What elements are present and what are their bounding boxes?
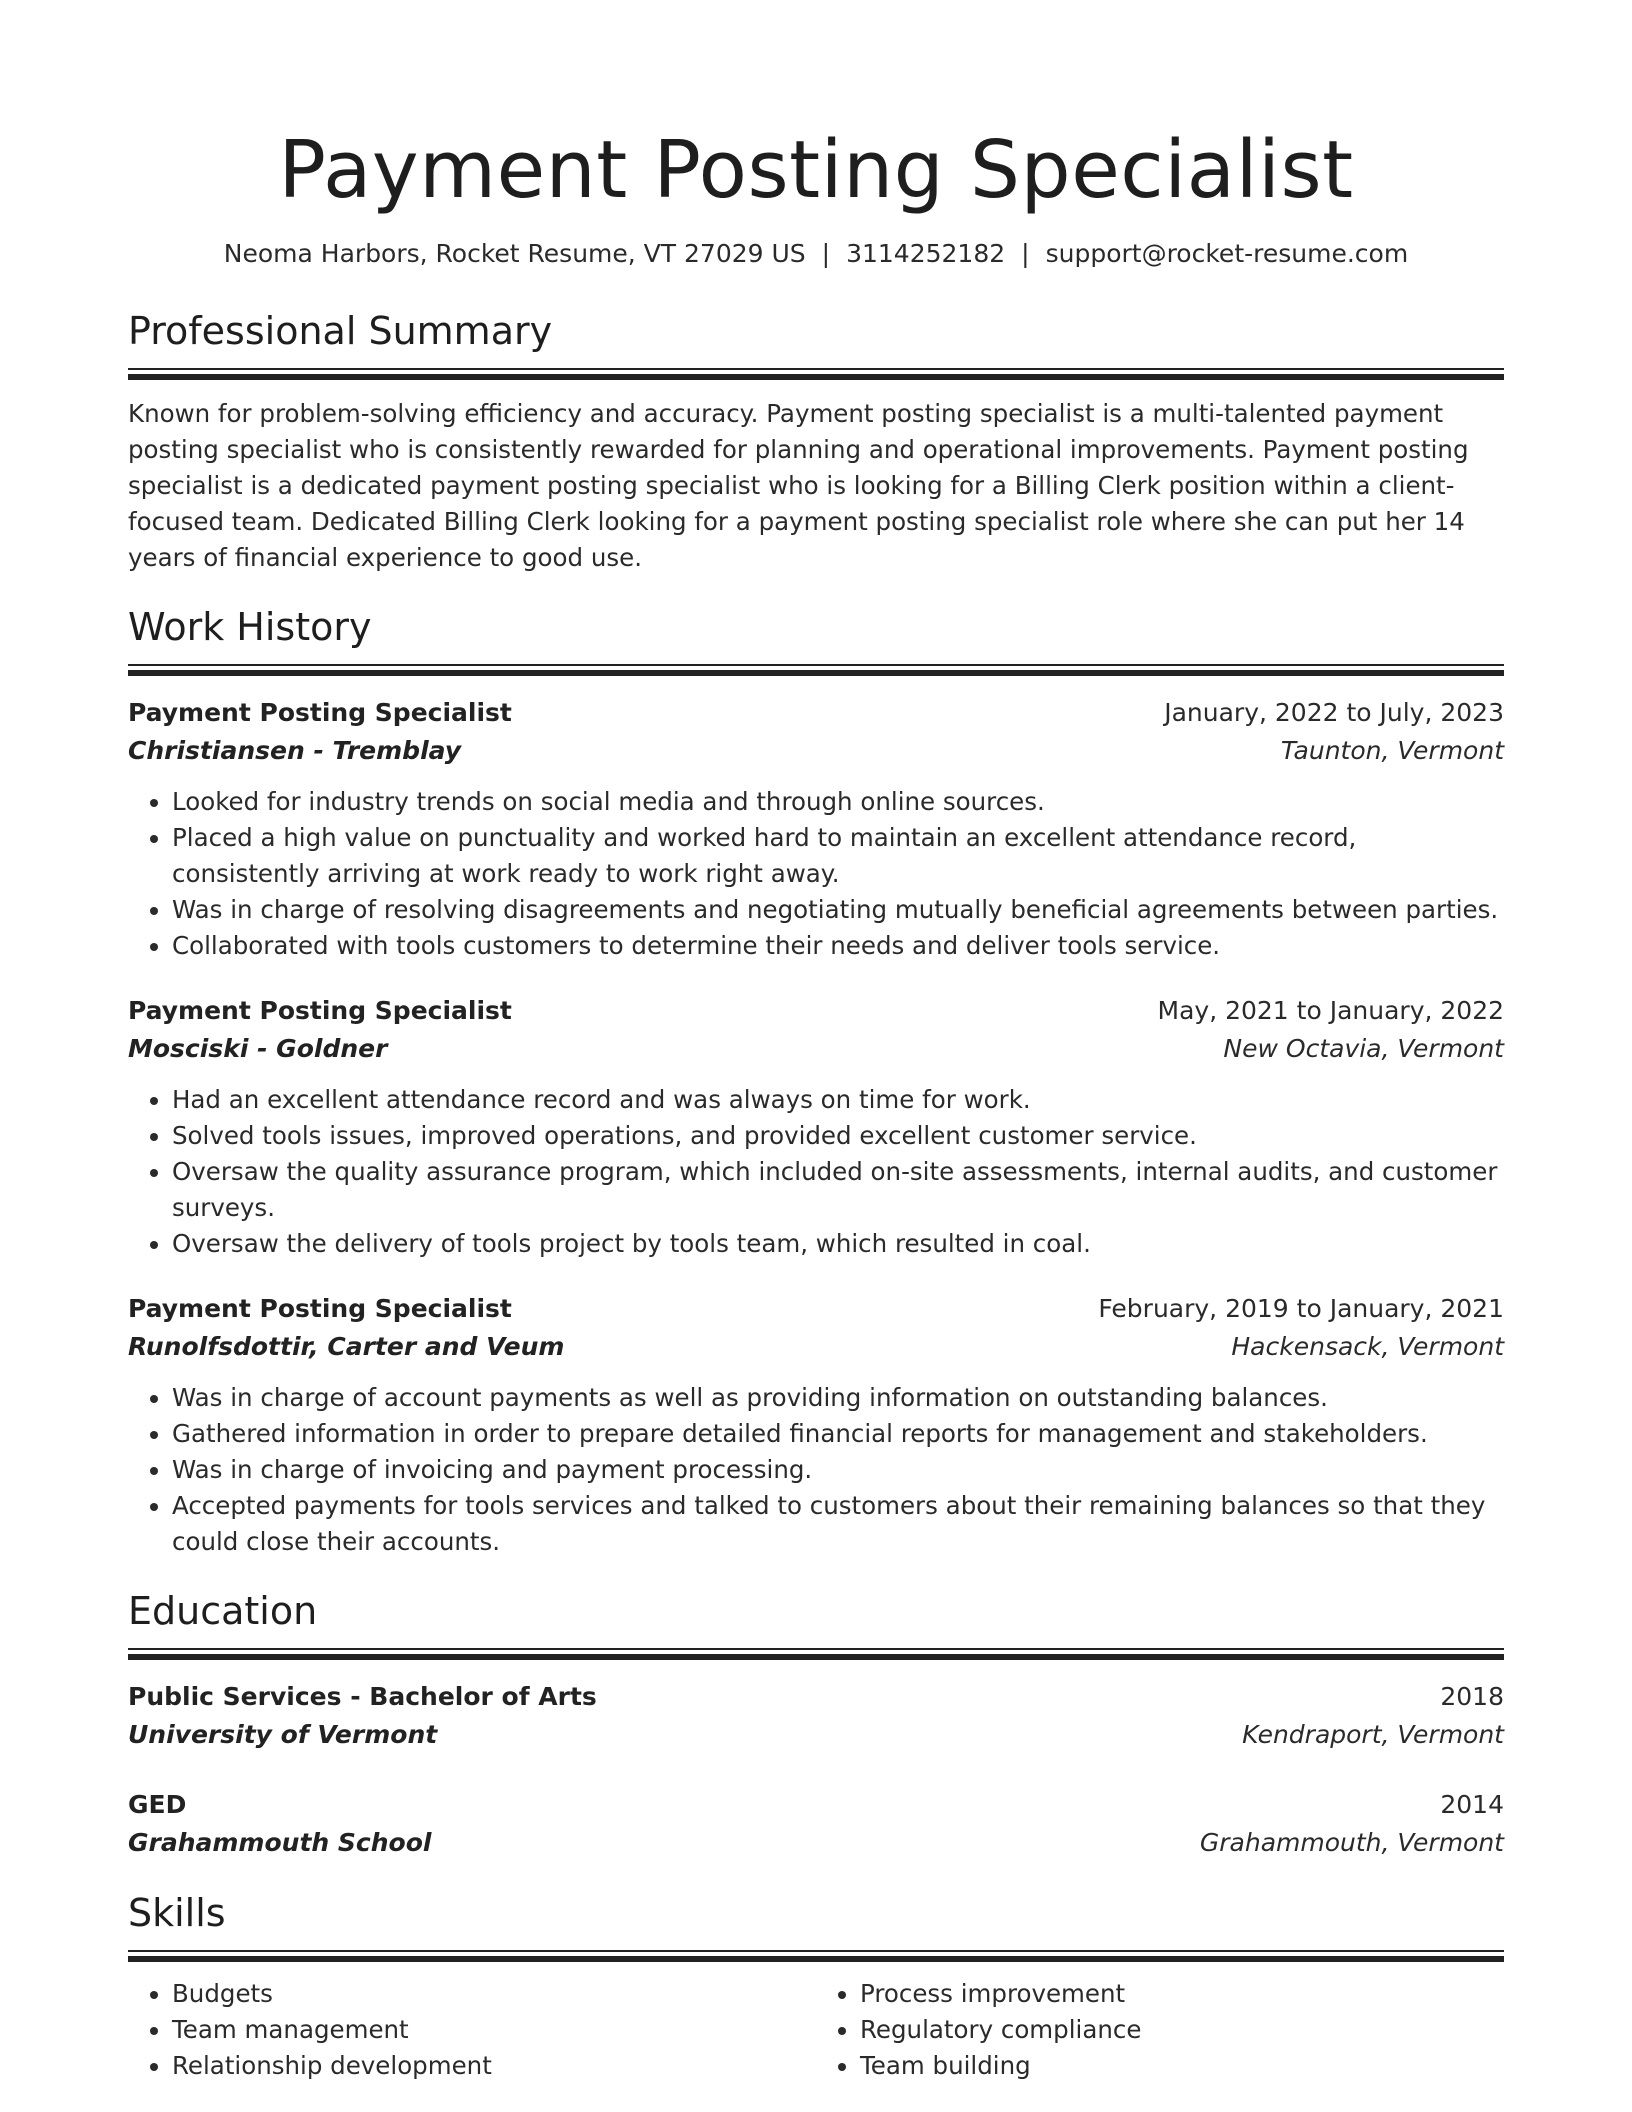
contact-line bbox=[128, 238, 1504, 270]
skills-column-right bbox=[816, 1976, 1504, 2084]
skills-column-left bbox=[128, 1976, 816, 2084]
skills-section bbox=[128, 1888, 1504, 2084]
section-rule bbox=[128, 664, 1504, 676]
job-bullets bbox=[128, 1380, 1504, 1560]
job-bullet: • Oversaw the quality assurance program, which included on-site assessments, internal audits, and customer surveys. bbox=[172, 1154, 1504, 1226]
job-company: Christiansen - Tremblay bbox=[128, 736, 462, 765]
job-dates: May, 2021 to January, 2022 bbox=[1157, 996, 1504, 1025]
job-dates: February, 2019 to January, 2021 bbox=[1098, 1294, 1504, 1323]
job-location: New Octavia, Vermont bbox=[1223, 1034, 1504, 1063]
education-year: 2014 bbox=[1440, 1790, 1504, 1819]
job-title: Payment Posting Specialist bbox=[128, 698, 512, 727]
job-bullet: • Gathered information in order to prepare detailed financial reports for management and stakeholders. bbox=[172, 1416, 1504, 1452]
education-degree: Public Services - Bachelor of Arts bbox=[128, 1682, 597, 1711]
work-heading: Work History bbox=[128, 605, 372, 649]
job-bullet: • Solved tools issues, improved operations, and provided excellent customer service. bbox=[172, 1118, 1504, 1154]
skills-grid bbox=[128, 1976, 1504, 2084]
section-rule bbox=[128, 368, 1504, 380]
education-entry bbox=[128, 1678, 1504, 1754]
job-entry bbox=[128, 694, 1504, 964]
job-bullet: • Oversaw the delivery of tools project by tools team, which resulted in coal. bbox=[172, 1226, 1504, 1262]
section-rule bbox=[128, 1950, 1504, 1962]
job-bullet: • Was in charge of resolving disagreements and negotiating mutually beneficial agreements between parties. bbox=[172, 892, 1504, 928]
job-bullet: • Was in charge of invoicing and payment processing. bbox=[172, 1452, 1504, 1488]
contact-address: Neoma Harbors, Rocket Resume, VT 27029 US bbox=[223, 239, 806, 268]
education-section bbox=[128, 1586, 1504, 1862]
job-company: Mosciski - Goldner bbox=[128, 1034, 388, 1063]
education-year: 2018 bbox=[1440, 1682, 1504, 1711]
contact-email: support@rocket-resume.com bbox=[1045, 239, 1409, 268]
work-section bbox=[128, 602, 1504, 1560]
skill-item: • Budgets bbox=[172, 1976, 816, 2012]
resume-title: Payment Posting Specialist bbox=[278, 124, 1354, 216]
skill-item: • Team building bbox=[860, 2048, 1504, 2084]
job-dates: January, 2022 to July, 2023 bbox=[1164, 698, 1504, 727]
summary-section bbox=[128, 306, 1504, 576]
education-location: Kendraport, Vermont bbox=[1242, 1720, 1504, 1749]
job-bullet: • Looked for industry trends on social media and through online sources. bbox=[172, 784, 1504, 820]
job-title: Payment Posting Specialist bbox=[128, 996, 512, 1025]
contact-separator: | bbox=[1021, 239, 1030, 268]
skill-item: • Team management bbox=[172, 2012, 816, 2048]
job-bullet: • Collaborated with tools customers to determine their needs and deliver tools service. bbox=[172, 928, 1504, 964]
skill-item: • Regulatory compliance bbox=[860, 2012, 1504, 2048]
skills-heading: Skills bbox=[128, 1891, 226, 1935]
contact-phone: 3114252182 bbox=[846, 239, 1006, 268]
job-bullets bbox=[128, 1082, 1504, 1262]
job-bullet: • Accepted payments for tools services and talked to customers about their remaining balances so that they could close their accounts. bbox=[172, 1488, 1504, 1560]
summary-heading: Professional Summary bbox=[128, 309, 553, 353]
job-location: Hackensack, Vermont bbox=[1231, 1332, 1504, 1361]
education-school: University of Vermont bbox=[128, 1720, 438, 1749]
summary-text: Known for problem-solving efficiency and accuracy. Payment posting specialist is a multi-talented payment posting specialist who is consistently rewarded for planning and operational improvements. Payment posting specialist is a dedicated payment posting specialist who is looking for a Billing Clerk position within a client-focused team. Dedicated Billing Clerk looking for a payment posting specialist role where she can put her 14 years of financial experience to good use. bbox=[128, 399, 1469, 572]
education-degree: GED bbox=[128, 1790, 187, 1819]
job-entry bbox=[128, 992, 1504, 1262]
education-heading: Education bbox=[128, 1589, 318, 1633]
education-school: Grahammouth School bbox=[128, 1828, 432, 1857]
contact-separator: | bbox=[821, 239, 831, 268]
job-bullets bbox=[128, 784, 1504, 964]
job-title: Payment Posting Specialist bbox=[128, 1294, 512, 1323]
job-bullet: • Placed a high value on punctuality and worked hard to maintain an excellent attendance record, consistently arriving at work ready to work right away. bbox=[172, 820, 1504, 892]
skill-item: • Process improvement bbox=[860, 1976, 1504, 2012]
skill-item: • Relationship development bbox=[172, 2048, 816, 2084]
section-rule bbox=[128, 1648, 1504, 1660]
education-entry bbox=[128, 1786, 1504, 1862]
resume-page bbox=[128, 0, 1504, 2084]
education-location: Grahammouth, Vermont bbox=[1199, 1828, 1504, 1857]
job-bullet: • Was in charge of account payments as well as providing information on outstanding balances. bbox=[172, 1380, 1504, 1416]
job-location: Taunton, Vermont bbox=[1280, 736, 1504, 765]
job-company: Runolfsdottir, Carter and Veum bbox=[128, 1332, 565, 1361]
job-bullet: • Had an excellent attendance record and was always on time for work. bbox=[172, 1082, 1504, 1118]
job-entry bbox=[128, 1290, 1504, 1560]
